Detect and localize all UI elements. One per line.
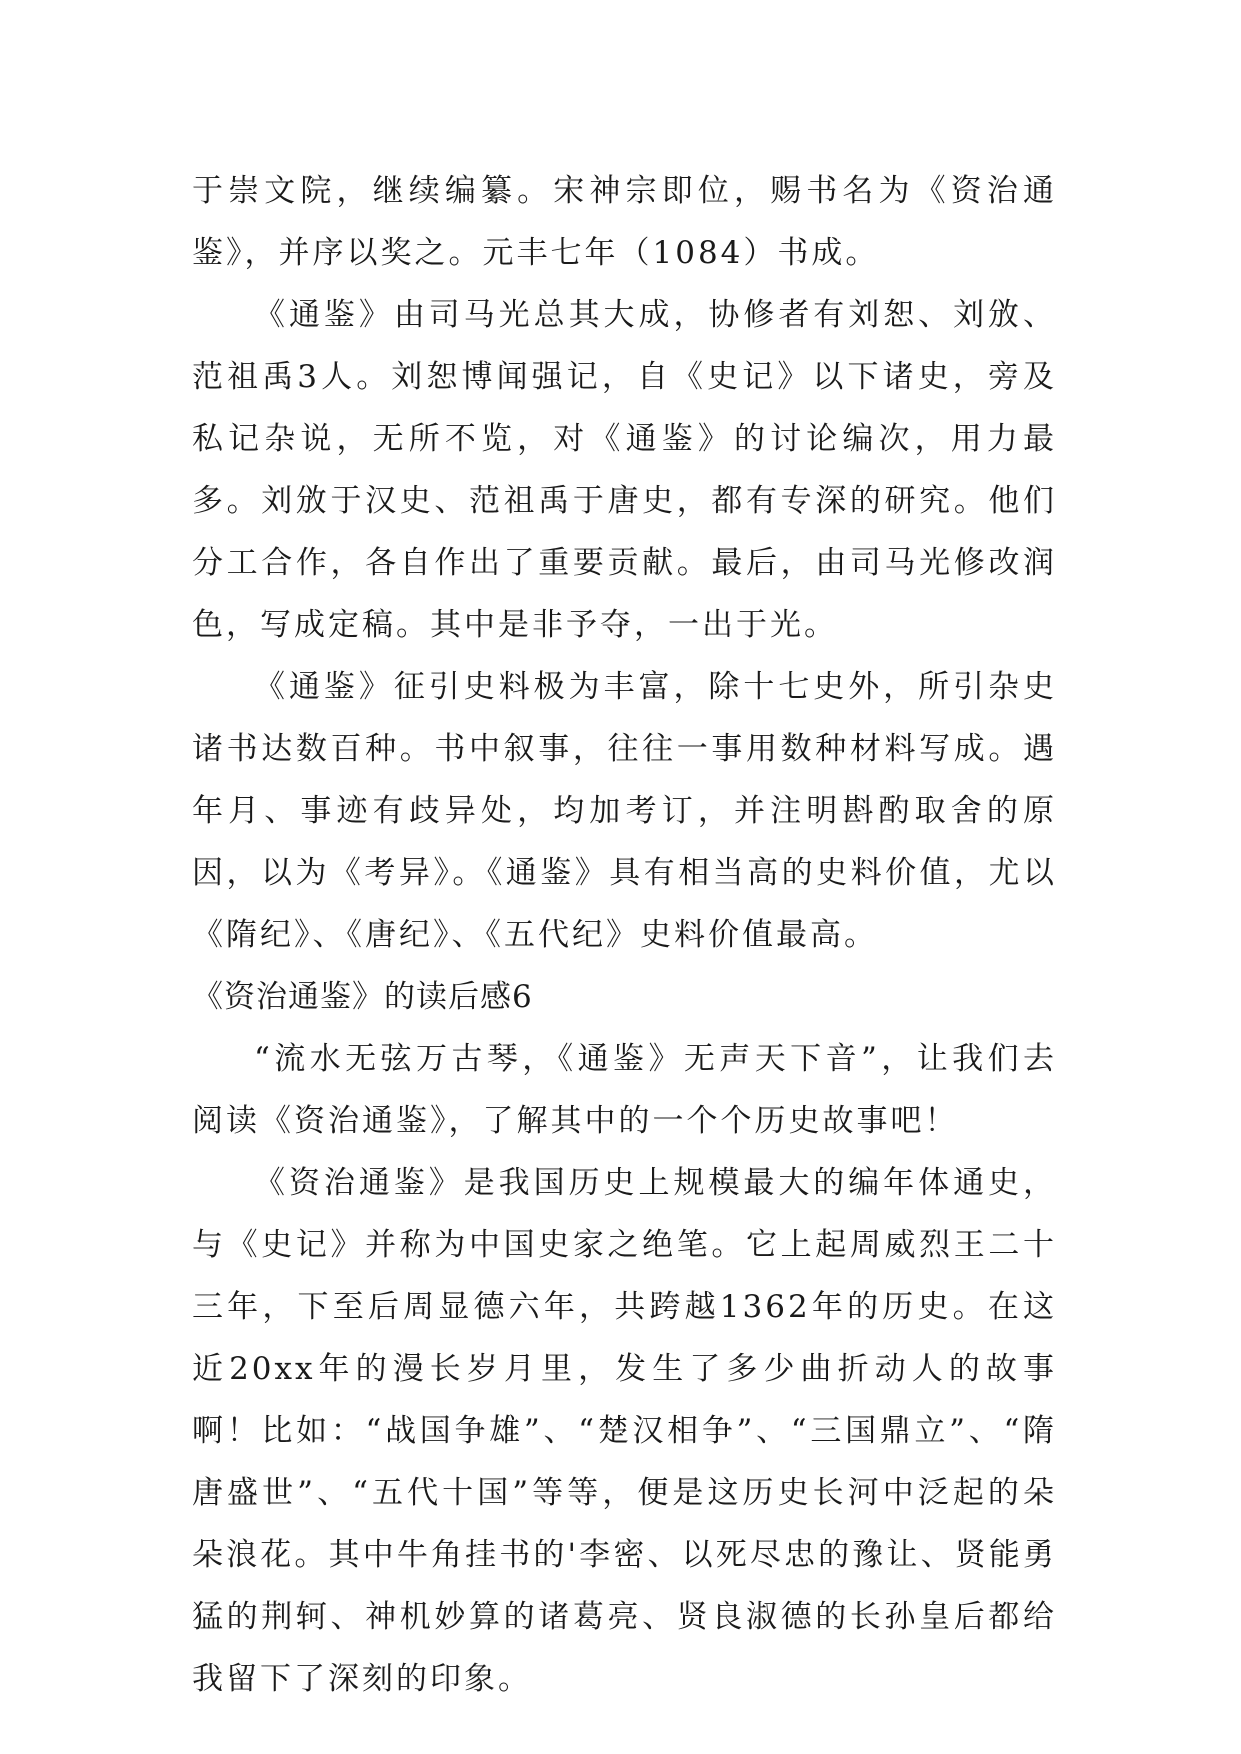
paragraph-intro-quote: “流水无弦万古琴，《通鉴》无声天下音”，让我们去阅读《资治通鉴》，了解其中的一个个历史故事吧！: [192, 1041, 1057, 1139]
section-heading: 《资治通鉴》的读后感6: [192, 979, 533, 1015]
paragraph-continuation: 于崇文院，继续编纂。宋神宗即位，赐书名为《资治通鉴》，并序以奖之。元丰七年（1084）书成。: [192, 173, 1057, 271]
paragraph-collaborators: 《通鉴》由司马光总其大成，协修者有刘恕、刘攽、范祖禹3人。刘恕博闻强记，自《史记》以下诸史，旁及私记杂说，无所不览，对《通鉴》的讨论编次，用力最多。刘攽于汉史、范祖禹于唐史，都有专深的研究。他们分工合作，各自作出了重要贡献。最后，由司马光修改润色，写成定稿。其中是非予夺，一出于光。: [192, 297, 1057, 643]
document-body: [192, 160, 1057, 1710]
paragraph-history-overview: 《资治通鉴》是我国历史上规模最大的编年体通史，与《史记》并称为中国史家之绝笔。它上起周威烈王二十三年，下至后周显德六年，共跨越1362年的历史。在这近20xx年的漫长岁月里，发生了多少曲折动人的故事啊！比如：“战国争雄”、“楚汉相争”、“三国鼎立”、“隋唐盛世”、“五代十国”等等，便是这历史长河中泛起的朵朵浪花。其中牛角挂书的'李密、以死尽忠的豫让、贤能勇猛的荆轲、神机妙算的诸葛亮、贤良淑德的长孙皇后都给我留下了深刻的印象。: [192, 1165, 1057, 1697]
paragraph-sources: 《通鉴》征引史料极为丰富，除十七史外，所引杂史诸书达数百种。书中叙事，往往一事用数种材料写成。遇年月、事迹有歧异处，均加考订，并注明斟酌取舍的原因，以为《考异》。《通鉴》具有相当高的史料价值，尤以《隋纪》、《唐纪》、《五代纪》史料价值最高。: [192, 669, 1057, 953]
